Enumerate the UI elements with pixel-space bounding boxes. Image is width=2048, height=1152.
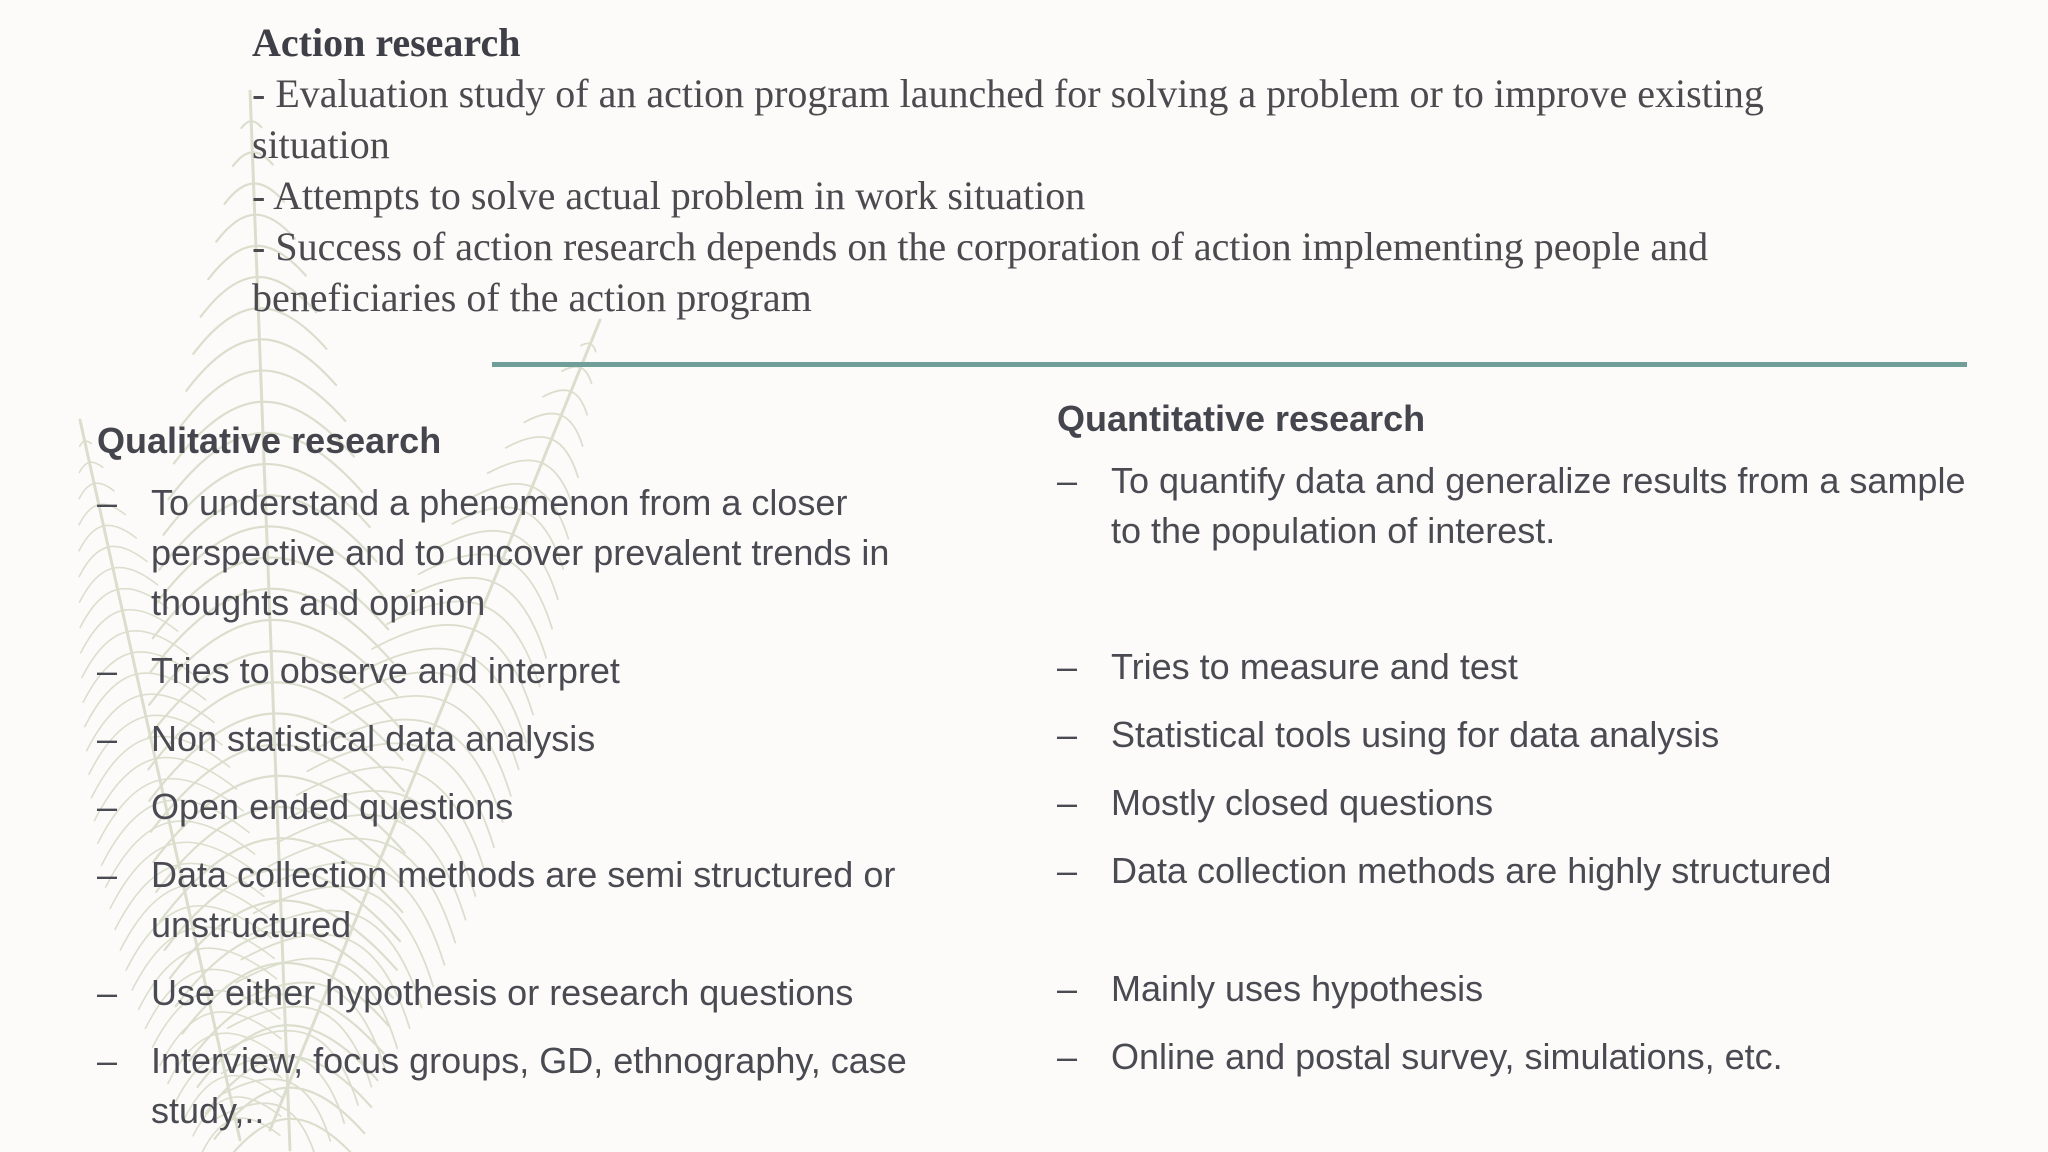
list-item bbox=[1057, 1032, 1987, 1082]
quantitative-column bbox=[1057, 396, 1987, 1100]
divider-rule bbox=[492, 362, 1967, 367]
list-item bbox=[1057, 846, 1987, 896]
bullet-dash: – bbox=[1057, 850, 1078, 891]
bullet-dash: – bbox=[97, 786, 118, 827]
list-item-text: To quantify data and generalize results from a sample to the population of interest. bbox=[1111, 460, 1966, 551]
action-research-line: situation bbox=[252, 122, 390, 167]
list-item-text: Statistical tools using for data analysis bbox=[1111, 714, 1720, 755]
list-item bbox=[97, 1036, 977, 1136]
list-item-text: Non statistical data analysis bbox=[151, 718, 596, 759]
bullet-dash: – bbox=[1057, 782, 1078, 823]
list-item-text: Mainly uses hypothesis bbox=[1111, 968, 1484, 1009]
bullet-dash: – bbox=[1057, 714, 1078, 755]
action-research-line: - Evaluation study of an action program launched for solving a problem or to improve existing bbox=[252, 71, 1764, 116]
list-item bbox=[1057, 710, 1987, 760]
bullet-dash: – bbox=[1057, 1036, 1078, 1077]
action-research-line: - Success of action research depends on the corporation of action implementing people and bbox=[252, 224, 1709, 269]
list-item-text: Use either hypothesis or research questions bbox=[151, 972, 854, 1013]
list-item-text: Tries to observe and interpret bbox=[151, 650, 620, 691]
list-item bbox=[97, 968, 977, 1018]
list-item bbox=[1057, 642, 1987, 692]
quantitative-heading: Quantitative research bbox=[1057, 398, 1426, 439]
list-item-text: Interview, focus groups, GD, ethnography, case study,.. bbox=[151, 1040, 907, 1131]
list-item bbox=[97, 782, 977, 832]
list-item-text: Data collection methods are highly structured bbox=[1111, 850, 1832, 891]
list-item bbox=[97, 714, 977, 764]
bullet-dash: – bbox=[97, 854, 118, 895]
bullet-dash: – bbox=[1057, 968, 1078, 1009]
list-item bbox=[1057, 456, 1987, 556]
bullet-dash: – bbox=[97, 718, 118, 759]
list-item bbox=[97, 646, 977, 696]
list-item-text: Open ended questions bbox=[151, 786, 514, 827]
action-research-line: - Attempts to solve actual problem in work situation bbox=[252, 173, 1086, 218]
list-item-text: Data collection methods are semi structured or unstructured bbox=[151, 854, 896, 945]
list-item-text: Mostly closed questions bbox=[1111, 782, 1494, 823]
bullet-dash: – bbox=[97, 650, 118, 691]
bullet-dash: – bbox=[97, 482, 118, 523]
list-item bbox=[97, 850, 977, 950]
qualitative-heading: Qualitative research bbox=[97, 420, 442, 461]
action-research-title: Action research bbox=[252, 20, 521, 65]
list-item-text: To understand a phenomenon from a closer perspective and to uncover prevalent trends in thoughts and opinion bbox=[151, 482, 890, 623]
list-item bbox=[97, 478, 977, 628]
bullet-dash: – bbox=[97, 972, 118, 1013]
list-item bbox=[1057, 778, 1987, 828]
action-research-block bbox=[252, 18, 1892, 323]
bullet-dash: – bbox=[97, 1040, 118, 1081]
list-item-text: Online and postal survey, simulations, etc. bbox=[1111, 1036, 1783, 1077]
qualitative-column bbox=[97, 418, 977, 1152]
action-research-line: beneficiaries of the action program bbox=[252, 275, 812, 320]
list-item-text: Tries to measure and test bbox=[1111, 646, 1518, 687]
list-item bbox=[1057, 964, 1987, 1014]
bullet-dash: – bbox=[1057, 460, 1078, 501]
bullet-dash: – bbox=[1057, 646, 1078, 687]
